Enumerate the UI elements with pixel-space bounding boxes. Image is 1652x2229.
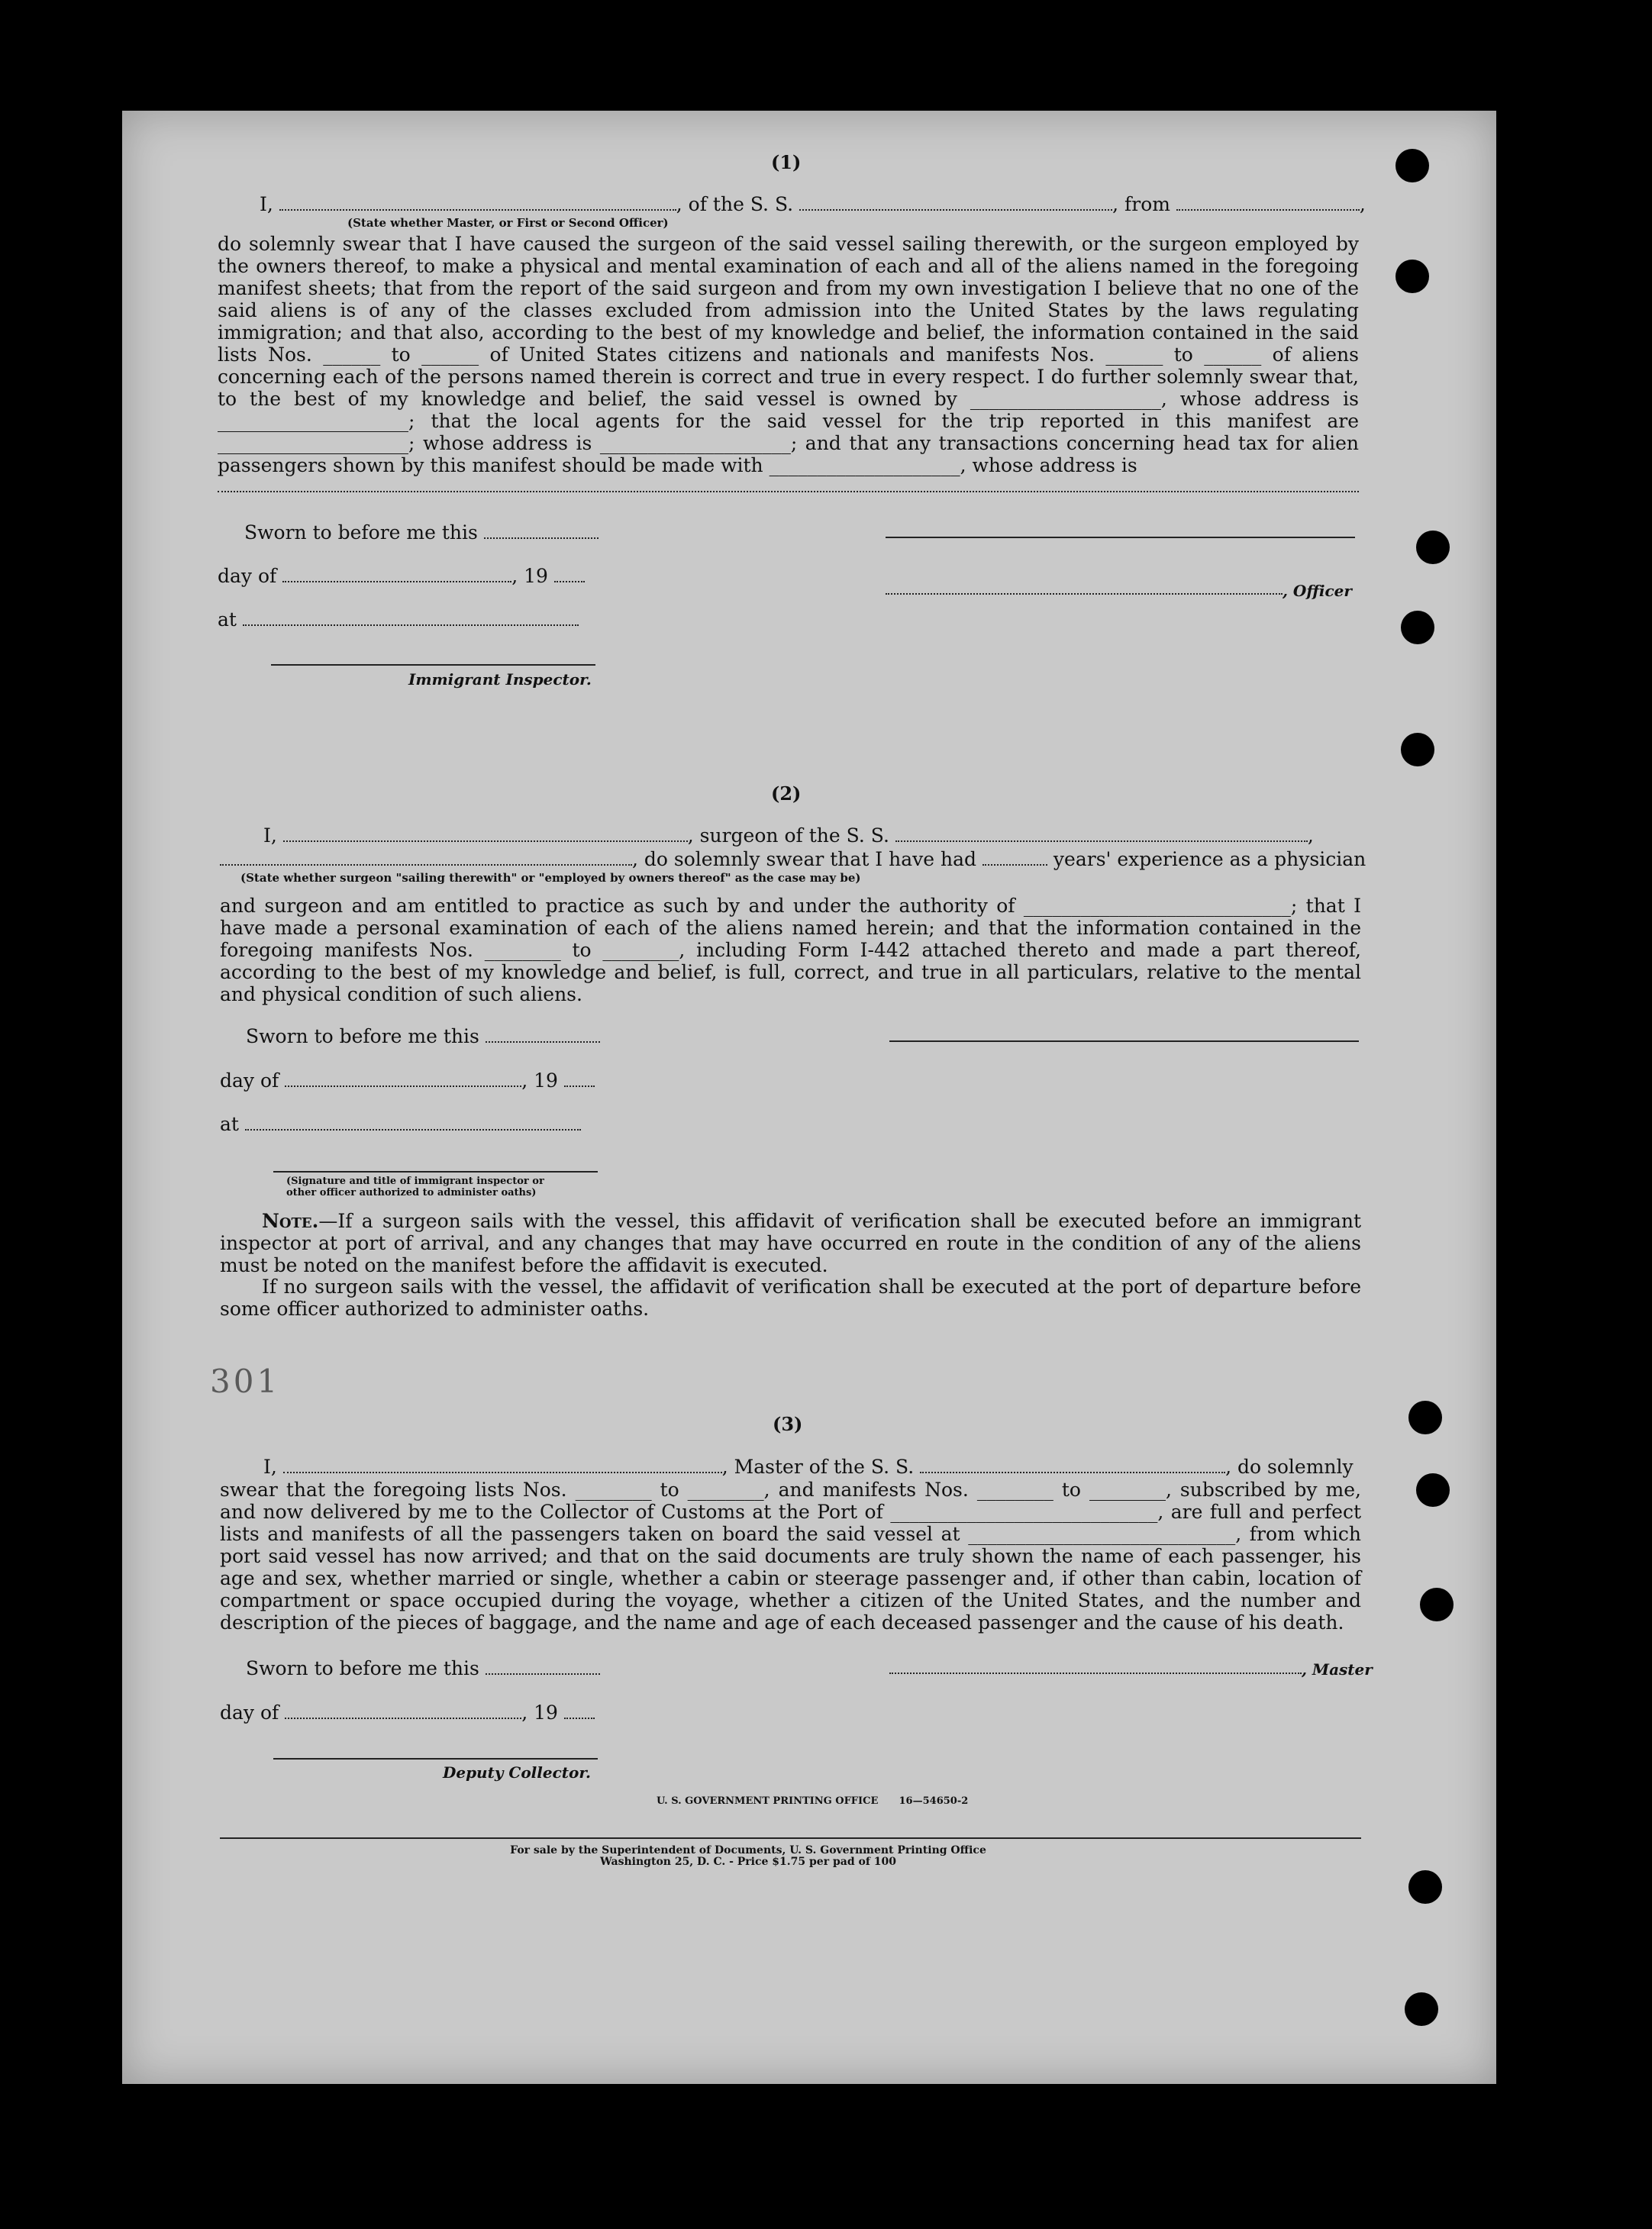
solemnly-label: , do solemnly	[1225, 1456, 1354, 1478]
master-name-field[interactable]	[283, 1458, 722, 1473]
officer-signature-line-top	[218, 491, 1359, 492]
officer-rank-note: (State whether Master, or First or Second Officer)	[347, 216, 669, 230]
at-label: at	[218, 608, 237, 631]
master-vessel-field[interactable]	[920, 1458, 1225, 1473]
section-3-heading: (3)	[773, 1413, 803, 1435]
years-label: years' experience as a physician	[1053, 848, 1366, 870]
section-2-i-label: I,	[263, 824, 277, 847]
year-field[interactable]	[564, 1704, 595, 1719]
note-paragraph	[220, 1210, 1361, 1276]
section-3-sworn-line	[246, 1657, 600, 1679]
deputy-collector-signature-line	[273, 1758, 598, 1760]
section-2-oath-line: I, , surgeon of the S. S. ,	[263, 824, 1314, 847]
binder-hole	[1395, 149, 1429, 182]
section-3-oath-line	[263, 1456, 1354, 1478]
officer-caption: , Officer	[1283, 582, 1352, 600]
signature-caption-line-2: other officer authorized to administer oaths)	[286, 1187, 537, 1198]
note-label: Note.	[262, 1210, 319, 1232]
section-2-inspector-signature-line	[273, 1171, 598, 1173]
binder-hole	[1408, 1870, 1442, 1904]
binder-hole	[1420, 1588, 1454, 1621]
section-2-at-line	[220, 1113, 581, 1135]
footer-line-1: For sale by the Superintendent of Documents, U. S. Government Printing Office	[510, 1844, 986, 1856]
at-place-field[interactable]	[243, 611, 579, 626]
year-label: , 19	[521, 1702, 558, 1724]
master-of-label: , Master of the S. S.	[721, 1456, 915, 1478]
section-1-affidavit-text: do solemnly swear that I have caused the surgeon of the said vessel sailing therewith, or the surgeon employed by the owners thereof, to make a physical and mental examination of each and all of the aliens named in the foregoing manifest sheets; that from the report of the said surgeon and from my own investigation I believe that no one of the said aliens is of any of the classes excluded from admission into the United States by the laws regulating immigration; and that also, according to the best of my knowledge and belief, the information contained in the said lists Nos. ______ to ______ of United States citizens and nationals and manifests Nos. ______ to ______ of aliens concerning each of the persons named therein is correct and true in every respect. I do further solemnly swear that, to the best of my knowledge and belief, the said vessel is owned by ____________________, whose address is ____________________; that the local agents for the said vessel for the trip reported in this manifest are ____________________; whose address is ____________________; and that any transactions concerning head tax for alien passengers shown by this manifest should be made with ____________________, whose address is	[218, 233, 1359, 476]
section-1-day-line	[218, 565, 585, 587]
surgeon-of-label: , surgeon of the S. S.	[687, 824, 889, 847]
vessel-name-field[interactable]	[799, 195, 1112, 211]
surgeon-vessel-field[interactable]	[895, 827, 1308, 842]
master-caption: , Master	[1302, 1660, 1373, 1679]
inspector-caption: Immigrant Inspector.	[408, 670, 592, 689]
year-label: , 19	[511, 565, 548, 587]
form-page	[122, 111, 1496, 2084]
footer-line-2: Washington 25, D. C. - Price $1.75 per pad of 100	[600, 1856, 896, 1868]
officer-signature-line	[886, 537, 1355, 538]
footer-divider	[220, 1837, 1361, 1839]
note-text: —If a surgeon sails with the vessel, this affidavit of verification shall be executed before an immigrant inspector at port of arrival, and any changes that may have occurred en route in the condition of any of the aliens must be noted on the manifest before the affidavit is executed.	[220, 1210, 1361, 1276]
surgeon-signature-line	[889, 1040, 1359, 1042]
surgeon-status-note: (State whether surgeon "sailing therewith" or "employed by owners thereof" as the case may be)	[240, 871, 861, 885]
master-signature-line	[889, 1673, 1302, 1674]
day-of-field[interactable]	[285, 1704, 521, 1719]
day-of-field[interactable]	[282, 567, 511, 582]
day-of-label: day of	[218, 565, 277, 587]
section-2-swear-line	[220, 848, 1366, 870]
section-2-day-line	[220, 1069, 595, 1092]
section-2-affidavit-text: and surgeon and am entitled to practice as such by and under the authority of ____________________________; that I have made a personal examination of each of the aliens named herein; and that the information contained in the foregoing manifests Nos. ________ to ________, including Form I-442 attached thereto and made a part thereof, according to the best of my knowledge and belief, is full, correct, and true in all particulars, relative to the mental and physical condition of such aliens.	[220, 895, 1361, 1005]
from-port-field[interactable]	[1176, 195, 1360, 211]
day-of-field[interactable]	[285, 1072, 521, 1087]
section-2-sworn-line	[246, 1025, 600, 1047]
at-label: at	[220, 1113, 239, 1135]
binder-hole	[1405, 1992, 1438, 2026]
year-field[interactable]	[564, 1072, 595, 1087]
officer-name-field[interactable]	[279, 195, 676, 211]
section-1-oath-line: I, , of the S. S. , from ,	[260, 193, 1366, 215]
section-3-affidavit-text: swear that the foregoing lists Nos. ________ to ________, and manifests Nos. ________ to ________, subscribed by me, and now delivered by me to the Collector of Customs at the Port of ____________________________, are full and perfect lists and manifests of all the passengers taken on board the said vessel at ____________________________, from which port said vessel has now arrived; and that on the said documents are truly shown the name of each passenger, his age and sex, whether married or single, whether a cabin or steerage passenger and, if other than cabin, location of compartment or space occupied during the voyage, whether a citizen of the United States, and the number and description of the pieces of baggage, and the name and age of each deceased passenger and the cause of his death.	[220, 1479, 1361, 1634]
sworn-date-field[interactable]	[486, 1027, 600, 1043]
binder-hole	[1395, 260, 1429, 293]
sworn-date-field[interactable]	[484, 524, 599, 539]
signature-caption-line-1: (Signature and title of immigrant inspector or	[286, 1176, 544, 1187]
inspector-signature-line	[271, 664, 595, 666]
day-of-label: day of	[220, 1069, 279, 1092]
binder-hole	[1408, 1401, 1442, 1434]
sworn-label: Sworn to before me this	[246, 1025, 479, 1047]
from-label: , from	[1112, 193, 1170, 215]
surgeon-name-field[interactable]	[283, 827, 688, 842]
binder-hole	[1416, 1473, 1450, 1507]
binder-hole	[1401, 733, 1434, 766]
years-experience-field[interactable]	[982, 850, 1047, 866]
gpo-imprint: U. S. GOVERNMENT PRINTING OFFICE 16—54650-2	[657, 1795, 969, 1807]
officer-title-line	[886, 593, 1283, 595]
sworn-label: Sworn to before me this	[246, 1657, 479, 1679]
section-1-i-label: I,	[260, 193, 273, 215]
margin-stamp-number: 301	[210, 1363, 281, 1400]
section-1-sworn-line	[244, 521, 599, 544]
section-2-heading: (2)	[771, 782, 802, 805]
at-place-field[interactable]	[245, 1115, 581, 1131]
binder-hole	[1401, 611, 1434, 644]
year-field[interactable]	[554, 567, 585, 582]
sworn-label: Sworn to before me this	[244, 521, 478, 544]
section-3-day-line	[220, 1702, 595, 1724]
sworn-date-field[interactable]	[486, 1660, 600, 1675]
section-3-i-label: I,	[263, 1456, 277, 1478]
note-paragraph-2: If no surgeon sails with the vessel, the affidavit of verification shall be executed at the port of departure before some officer authorized to administer oaths.	[220, 1276, 1361, 1320]
deputy-collector-caption: Deputy Collector.	[443, 1763, 592, 1782]
footer-sale-notice	[458, 1845, 1038, 1868]
of-ss-label: , of the S. S.	[676, 193, 794, 215]
day-of-label: day of	[220, 1702, 279, 1724]
surgeon-status-field[interactable]	[220, 850, 632, 866]
swear-label: , do solemnly swear that I have had	[632, 848, 977, 870]
binder-hole	[1416, 531, 1450, 564]
section-1-heading: (1)	[771, 151, 802, 173]
year-label: , 19	[521, 1069, 558, 1092]
section-1-at-line	[218, 608, 579, 631]
